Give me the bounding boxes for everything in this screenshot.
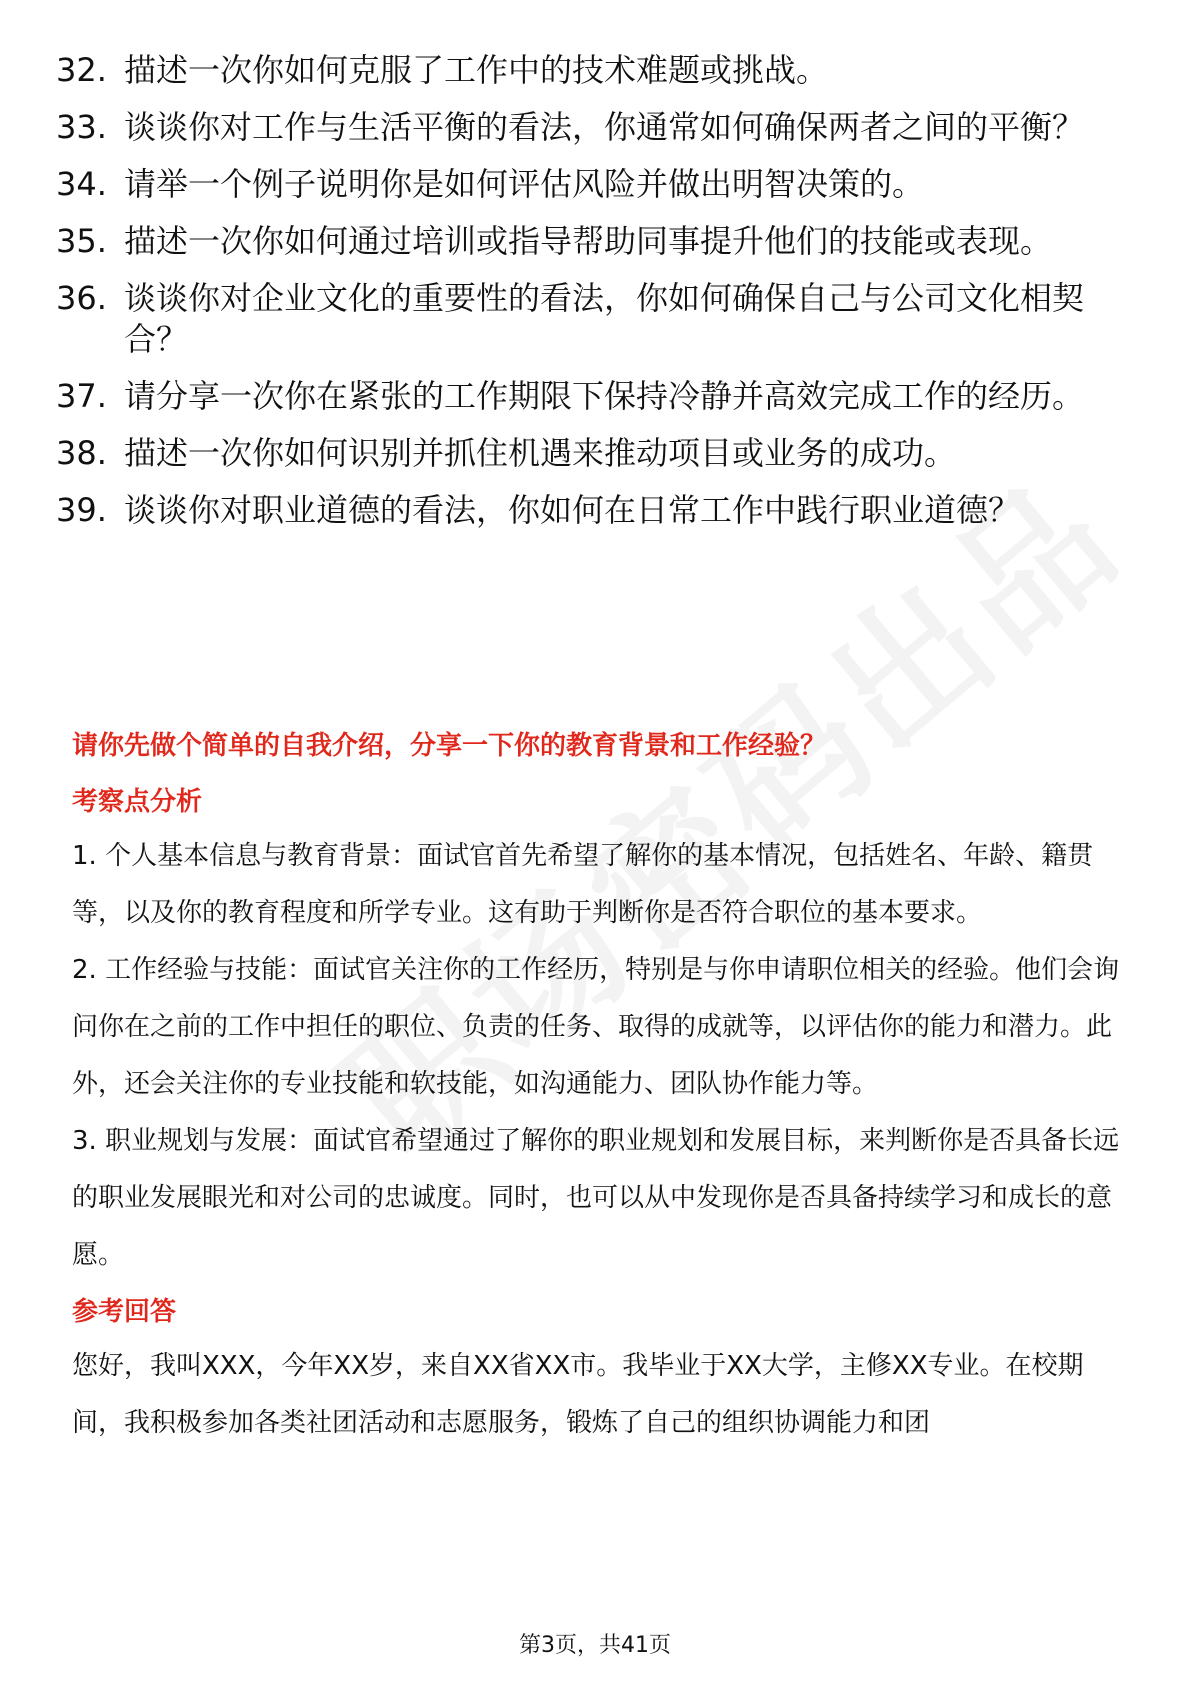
analysis-point: 1. 个人基本信息与教育背景：面试官首先希望了解你的基本情况，包括姓名、年龄、籍贯等，以及你的教育程度和所学专业。这有助于判断你是否符合职位的基本要求。 xyxy=(72,841,1094,928)
question-number: 35. xyxy=(56,222,107,260)
question-item xyxy=(56,433,1126,474)
question-item xyxy=(56,164,1126,205)
question-text: 谈谈你对企业文化的重要性的看法，你如何确保自己与公司文化相契合？ xyxy=(124,279,1085,358)
question-text: 描述一次你如何识别并抓住机遇来推动项目或业务的成功。 xyxy=(124,434,957,472)
question-number: 34. xyxy=(56,165,107,203)
question-text: 谈谈你对职业道德的看法，你如何在日常工作中践行职业道德？ xyxy=(124,491,1021,529)
question-item xyxy=(56,490,1126,531)
question-item xyxy=(56,107,1126,148)
question-number: 37. xyxy=(56,377,107,415)
question-text: 描述一次你如何通过培训或指导帮助同事提升他们的技能或表现。 xyxy=(124,222,1053,260)
question-text: 描述一次你如何克服了工作中的技术难题或挑战。 xyxy=(124,51,829,89)
question-text: 谈谈你对工作与生活平衡的看法，你通常如何确保两者之间的平衡？ xyxy=(124,108,1085,146)
question-text: 请分享一次你在紧张的工作期限下保持冷静并高效完成工作的经历。 xyxy=(124,377,1085,415)
reference-heading: 参考回答 xyxy=(72,1297,177,1327)
question-item xyxy=(56,278,1126,360)
question-number: 36. xyxy=(56,279,107,317)
question-list xyxy=(56,50,1126,547)
question-text: 请举一个例子说明你是如何评估风险并做出明智决策的。 xyxy=(124,165,925,203)
analysis-point: 3. 职业规划与发展：面试官希望通过了解你的职业规划和发展目标，来判断你是否具备长远的职业发展眼光和对公司的忠诚度。同时，也可以从中发现你是否具备持续学习和成长的意愿。 xyxy=(72,1126,1120,1270)
question-item xyxy=(56,376,1126,417)
question-item xyxy=(56,50,1126,91)
question-item xyxy=(56,221,1126,262)
question-number: 32. xyxy=(56,51,107,89)
answer-section xyxy=(72,728,1122,1452)
reference-answer: 您好，我叫XXX，今年XX岁，来自XX省XX市。我毕业于XX大学，主修XX专业。在校期间，我积极参加各类社团活动和志愿服务，锻炼了自己的组织协调能力和团 xyxy=(72,1351,1084,1438)
page-footer: 第3页，共41页 xyxy=(519,1633,671,1658)
question-number: 38. xyxy=(56,434,107,472)
analysis-heading: 考察点分析 xyxy=(72,787,203,817)
highlight-question: 请你先做个简单的自我介绍，分享一下你的教育背景和工作经验？ xyxy=(72,731,827,761)
question-number: 39. xyxy=(56,491,107,529)
analysis-point: 2. 工作经验与技能：面试官关注你的工作经历，特别是与你申请职位相关的经验。他们会询问你在之前的工作中担任的职位、负责的任务、取得的成就等，以评估你的能力和潜力。此外，还会关注你的专业技能和软技能，如沟通能力、团队协作能力等。 xyxy=(72,955,1120,1099)
question-number: 33. xyxy=(56,108,107,146)
